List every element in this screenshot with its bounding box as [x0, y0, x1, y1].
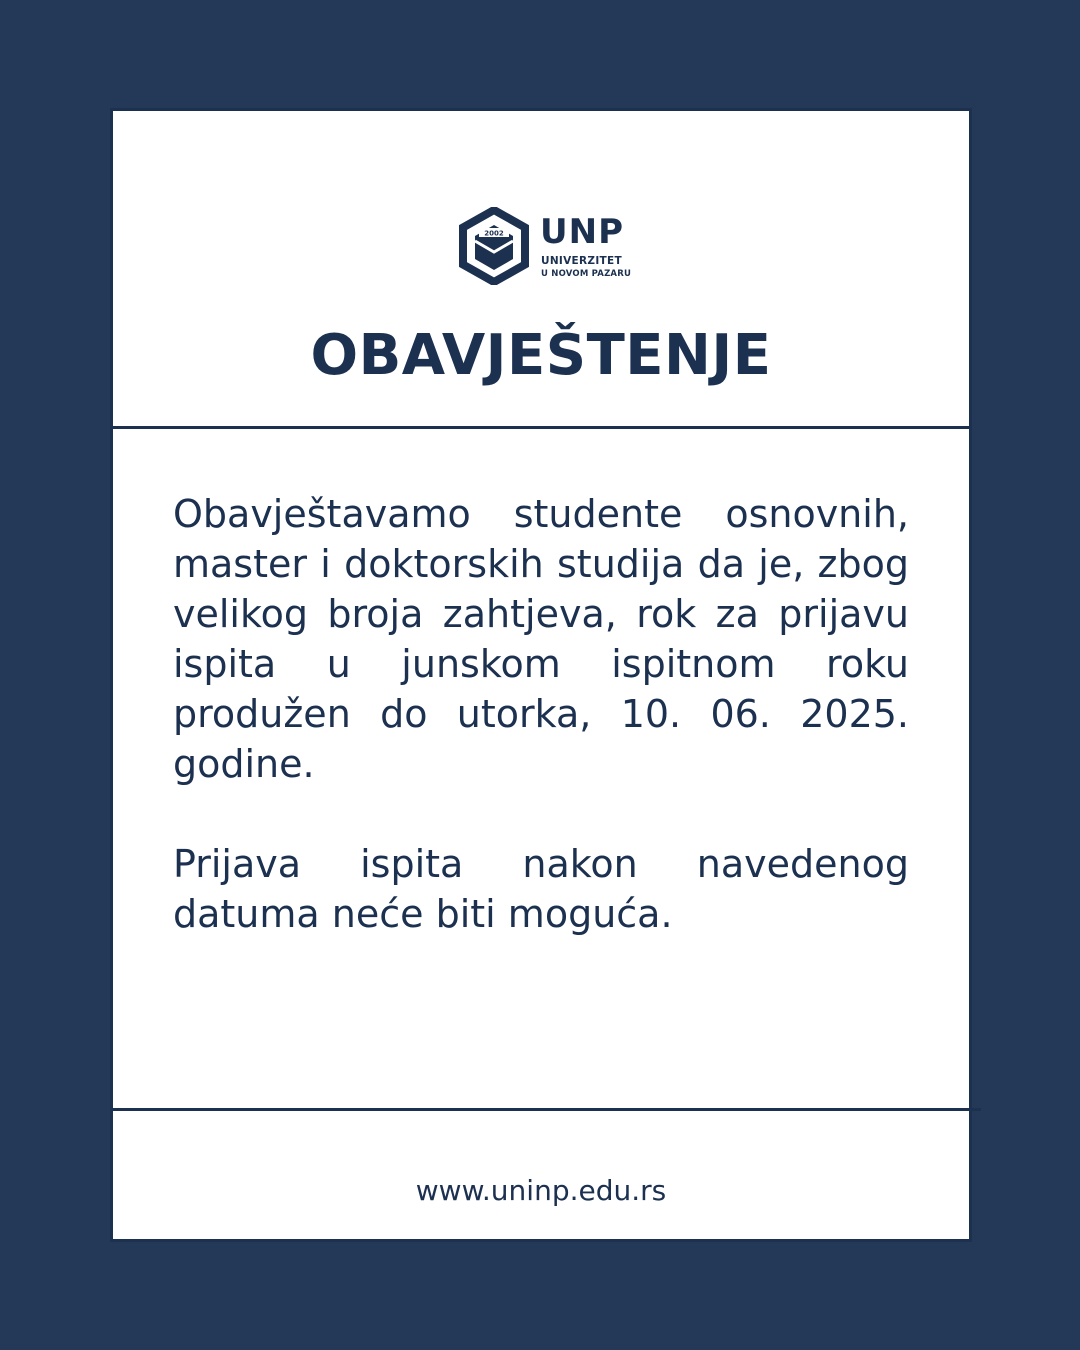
hexagon-book-icon: [459, 207, 529, 285]
notice-card: [110, 108, 972, 1242]
notice-body: [173, 489, 909, 989]
logo-line2: U NOVOM PAZARU: [541, 269, 632, 279]
website-link[interactable]: www.uninp.edu.rs: [415, 1174, 667, 1207]
notice-title: OBAVJEŠTENJE: [310, 323, 772, 388]
footer-divider: [113, 1108, 981, 1111]
logo-year: 2002: [484, 229, 504, 238]
logo-abbreviation: UNP: [540, 212, 624, 252]
logo-line1: UNIVERZITET: [541, 255, 622, 267]
body-paragraph-2: Prijava ispita nakon navedenog datuma neće biti moguća.: [173, 842, 909, 936]
university-logo: [435, 171, 651, 291]
header-divider: [113, 426, 969, 429]
body-paragraph-1: Obavještavamo studente osnovnih, master i doktorskih studija da je, zbog velikog broja zahtjeva, rok za prijavu ispita u junskom ispitnom roku produžen do utorka, 10. 06. 2025. godine.: [173, 492, 909, 786]
